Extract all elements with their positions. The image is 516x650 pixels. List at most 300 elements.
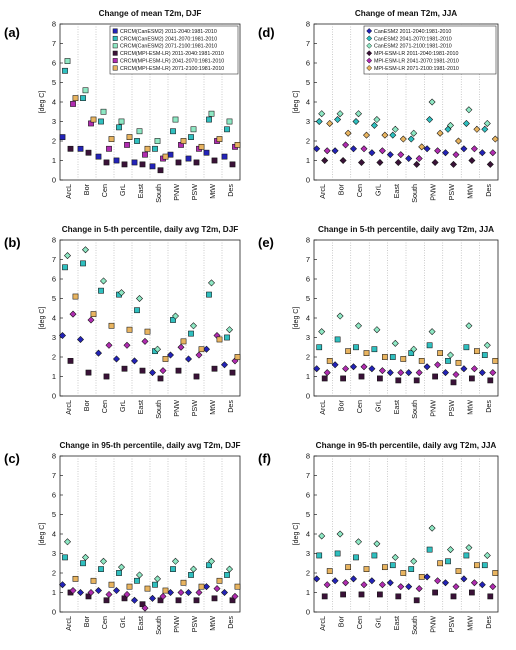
data-point-square [65, 58, 70, 63]
y-tick-label: 8 [51, 451, 56, 461]
x-category-label: Cen [355, 400, 364, 414]
x-category-label: East [136, 400, 145, 415]
legend-entry: CRCM(MPI-ESM-LR) 2011-2040:1981-2010 [120, 51, 224, 58]
data-point-square [401, 356, 406, 361]
data-point-square [181, 580, 186, 585]
data-point-square [80, 561, 85, 566]
x-category-label: East [136, 184, 145, 199]
panel-title: Change in 5-th percentile, daily avg T2m, JJA [317, 225, 495, 234]
data-point-square [322, 594, 327, 599]
y-axis-label: [deg C] [39, 90, 46, 114]
data-point-square [409, 567, 414, 572]
y-tick-label: 8 [51, 235, 56, 245]
data-point-square [317, 553, 322, 558]
y-tick-label: 0 [51, 391, 56, 401]
y-tick-label: 3 [51, 117, 56, 127]
y-tick-label: 5 [305, 78, 310, 88]
data-point-square [109, 582, 114, 587]
panel-title: Change in 95-th percentile, daily avg T2m, JJA [315, 441, 497, 450]
y-tick-label: 5 [51, 510, 56, 520]
data-point-square [217, 337, 222, 342]
y-tick-label: 7 [305, 471, 310, 481]
x-category-label: Bor [82, 184, 91, 196]
y-axis-label: [deg C] [39, 522, 46, 546]
data-point-square [235, 584, 240, 589]
y-tick-label: 6 [51, 490, 56, 500]
x-category-label: Cen [355, 616, 364, 630]
y-tick-label: 1 [305, 372, 310, 382]
x-category-label: South [154, 400, 163, 419]
data-point-square [464, 553, 469, 558]
y-tick-label: 0 [51, 175, 56, 185]
data-point-square [206, 292, 211, 297]
data-point-square [122, 162, 127, 167]
legend-entry: CRCM(CanESM2) 2011-2040:1981-2010 [120, 28, 217, 35]
data-point-square [451, 380, 456, 385]
data-point-square [150, 164, 155, 169]
data-point-square [382, 565, 387, 570]
data-point-square [60, 135, 65, 140]
x-category-label: South [410, 616, 420, 635]
data-point-square [68, 146, 73, 151]
y-tick-label: 1 [51, 372, 56, 382]
data-point-square [235, 142, 240, 147]
data-point-square [152, 582, 157, 587]
x-category-label: PSW [447, 616, 456, 633]
data-point-square [181, 138, 186, 143]
data-point-square [451, 594, 456, 599]
panel-letter: (f) [258, 451, 271, 466]
x-category-label: PNW [172, 400, 181, 417]
data-point-square [86, 150, 91, 155]
data-point-square [124, 142, 129, 147]
data-point-square [364, 351, 369, 356]
data-point-square [438, 561, 443, 566]
y-tick-label: 2 [305, 568, 310, 578]
x-category-label: MtW [465, 184, 475, 199]
data-point-square [191, 127, 196, 132]
data-point-square [217, 136, 222, 141]
data-point-square [327, 358, 332, 363]
data-point-square [163, 588, 168, 593]
x-category-label: Des [226, 616, 235, 629]
y-tick-label: 4 [305, 313, 310, 323]
x-category-label: East [136, 616, 145, 631]
y-tick-label: 4 [305, 97, 310, 107]
data-point-square [445, 559, 450, 564]
data-point-square [224, 572, 229, 577]
x-category-label: Cen [100, 616, 109, 630]
data-point-square [127, 327, 132, 332]
y-tick-label: 5 [51, 78, 56, 88]
data-point-square [493, 358, 498, 363]
data-point-square [145, 329, 150, 334]
chart-panel-2 [4, 225, 240, 419]
x-category-label: GrL [373, 616, 383, 628]
data-point-square [427, 547, 432, 552]
x-category-label: ArcL [64, 400, 73, 415]
data-point-square [134, 308, 139, 313]
data-point-square [116, 570, 121, 575]
data-point-square [419, 358, 424, 363]
x-category-label: ArcL [318, 616, 328, 631]
legend-entry: CanESM2 2011-2040:1981-2010 [374, 28, 452, 35]
legend-entry: CanESM2 2041-2070:1981-2010 [374, 36, 452, 43]
y-tick-label: 5 [305, 510, 310, 520]
legend-marker-square [113, 29, 117, 33]
data-point-square [134, 138, 139, 143]
x-category-label: ArcL [318, 184, 328, 199]
data-point-square [377, 376, 382, 381]
data-point-square [134, 578, 139, 583]
data-point-square [137, 129, 142, 134]
legend-entry: CanESM2 2071-2100:1981-2010 [374, 43, 452, 50]
x-category-label: Des [483, 184, 493, 197]
x-category-label: GrL [373, 184, 383, 196]
legend-entry: CRCM(MPI-ESM-LR) 2071-2100:1981-2010 [120, 65, 225, 72]
data-point-square [104, 374, 109, 379]
x-category-label: South [410, 184, 420, 203]
data-point-square [62, 555, 67, 560]
x-category-label: East [391, 184, 401, 199]
data-point-square [194, 374, 199, 379]
data-point-square [222, 154, 227, 159]
data-point-square [414, 598, 419, 603]
data-point-square [317, 345, 322, 350]
x-category-label: GrL [118, 184, 127, 196]
y-axis-label: [deg C] [293, 522, 300, 546]
data-point-square [327, 568, 332, 573]
data-point-square [359, 374, 364, 379]
y-tick-label: 2 [305, 352, 310, 362]
data-point-square [109, 323, 114, 328]
y-tick-label: 0 [51, 607, 56, 617]
y-axis-label: [deg C] [293, 306, 300, 330]
panel-letter: (e) [258, 235, 274, 250]
data-point-square [132, 160, 137, 165]
data-point-square [341, 592, 346, 597]
data-point-square [91, 312, 96, 317]
y-tick-label: 7 [305, 39, 310, 49]
x-category-label: ArcL [64, 616, 73, 631]
panel-title: Change in 95-th percentile, daily avg T2m, DJF [59, 441, 241, 450]
data-point-square [230, 162, 235, 167]
data-point-square [204, 150, 209, 155]
data-point-square [199, 144, 204, 149]
y-tick-label: 2 [305, 136, 310, 146]
data-point-square [140, 368, 145, 373]
data-point-square [80, 261, 85, 266]
data-point-square [68, 358, 73, 363]
y-tick-label: 3 [305, 117, 310, 127]
data-point-square [168, 152, 173, 157]
data-point-square [390, 563, 395, 568]
data-point-square [401, 570, 406, 575]
y-tick-label: 5 [305, 294, 310, 304]
y-tick-label: 4 [51, 97, 56, 107]
data-point-square [98, 567, 103, 572]
data-point-square [456, 568, 461, 573]
x-category-label: Bor [336, 616, 346, 628]
data-point-square [194, 598, 199, 603]
data-point-square [62, 265, 67, 270]
data-point-square [456, 360, 461, 365]
data-point-square [122, 366, 127, 371]
y-tick-label: 1 [305, 588, 310, 598]
data-point-square [335, 551, 340, 556]
x-category-label: PSW [447, 184, 456, 201]
data-point-square [91, 578, 96, 583]
data-point-square [70, 101, 75, 106]
x-category-label: MtW [465, 616, 475, 631]
data-point-square [427, 343, 432, 348]
y-tick-label: 2 [51, 136, 56, 146]
data-point-square [140, 162, 145, 167]
x-category-label: Bor [336, 184, 346, 196]
data-point-square [98, 119, 103, 124]
data-point-square [186, 156, 191, 161]
x-category-label: Bor [336, 400, 346, 412]
data-point-square [372, 553, 377, 558]
data-point-square [194, 160, 199, 165]
chart-panel-5 [258, 441, 498, 635]
data-point-square [188, 331, 193, 336]
y-tick-label: 3 [305, 333, 310, 343]
data-point-square [217, 578, 222, 583]
x-category-label: Bor [82, 616, 91, 628]
data-point-square [488, 378, 493, 383]
x-category-label: Des [483, 616, 493, 629]
x-category-label: PNW [172, 616, 181, 633]
data-point-square [488, 594, 493, 599]
x-category-label: South [410, 400, 420, 419]
x-category-label: PNW [428, 400, 438, 417]
chart-panel-3 [258, 225, 498, 419]
y-tick-label: 6 [305, 58, 310, 68]
legend-entry: CRCM(MPI-ESM-LR) 2041-2070:1981-2010 [120, 58, 225, 65]
data-point-square [104, 160, 109, 165]
x-category-label: PSW [190, 400, 199, 417]
data-point-square [230, 370, 235, 375]
y-tick-label: 7 [51, 255, 56, 265]
y-axis-label: [deg C] [39, 306, 46, 330]
x-category-label: East [391, 400, 401, 415]
data-point-square [235, 354, 240, 359]
x-category-label: Cen [355, 184, 364, 198]
panel-letter: (a) [4, 25, 20, 40]
data-point-square [433, 590, 438, 595]
data-point-square [414, 378, 419, 383]
y-tick-label: 1 [305, 156, 310, 166]
data-point-square [73, 294, 78, 299]
y-tick-label: 3 [305, 549, 310, 559]
data-point-square [127, 584, 132, 589]
data-point-square [224, 127, 229, 132]
y-tick-label: 6 [51, 58, 56, 68]
data-point-square [469, 590, 474, 595]
legend-entry: CRCM(CanESM2) 2071-2100:1981-2010 [120, 43, 218, 50]
data-point-square [142, 152, 147, 157]
y-tick-label: 8 [305, 235, 310, 245]
y-tick-label: 7 [305, 255, 310, 265]
data-point-square [109, 136, 114, 141]
data-point-square [83, 88, 88, 93]
x-category-label: GrL [373, 400, 383, 412]
data-point-square [199, 584, 204, 589]
x-category-label: Cen [100, 400, 109, 414]
x-category-label: East [391, 616, 401, 631]
x-category-label: PSW [190, 184, 199, 201]
legend-entry: MPI-ESM-LR 2071-2100:1981-2010 [374, 65, 459, 72]
y-tick-label: 6 [305, 274, 310, 284]
data-point-square [206, 117, 211, 122]
x-category-label: MtW [465, 400, 475, 415]
y-tick-label: 8 [305, 19, 310, 29]
data-point-square [364, 567, 369, 572]
data-point-square [145, 146, 150, 151]
data-point-square [181, 339, 186, 344]
data-point-square [227, 119, 232, 124]
data-point-square [91, 117, 96, 122]
data-point-square [209, 111, 214, 116]
panel-title: Change of mean T2m, DJF [98, 9, 202, 18]
data-point-square [176, 598, 181, 603]
data-point-square [73, 576, 78, 581]
data-point-square [116, 125, 121, 130]
data-point-square [474, 349, 479, 354]
data-point-square [96, 154, 101, 159]
y-tick-label: 4 [305, 529, 310, 539]
y-tick-label: 0 [305, 391, 310, 401]
data-point-square [188, 135, 193, 140]
x-category-label: GrL [118, 400, 127, 412]
x-category-label: Des [226, 400, 235, 413]
x-category-label: MtW [208, 400, 217, 415]
legend-entry: CRCM(CanESM2) 2041-2070:1981-2010 [120, 36, 218, 43]
data-point-square [163, 154, 168, 159]
panel-letter: (b) [4, 235, 21, 250]
data-point-square [438, 351, 443, 356]
data-point-square [359, 592, 364, 597]
data-point-square [127, 135, 132, 140]
x-category-label: MtW [208, 616, 217, 631]
data-point-square [62, 68, 67, 73]
x-category-label: Cen [100, 184, 109, 198]
y-tick-label: 2 [51, 568, 56, 578]
data-point-square [212, 366, 217, 371]
y-tick-label: 3 [51, 333, 56, 343]
x-category-label: Des [483, 400, 493, 413]
data-point-square [390, 354, 395, 359]
data-point-square [163, 356, 168, 361]
x-category-label: South [154, 184, 163, 203]
data-point-square [474, 563, 479, 568]
x-category-label: Bor [82, 400, 91, 412]
data-point-square [482, 563, 487, 568]
x-category-label: PNW [428, 184, 438, 201]
panel-title: Change of mean T2m, JJA [354, 9, 458, 18]
panel-title: Change in 5-th percentile, daily avg T2m, DJF [61, 225, 239, 234]
data-point-square [101, 109, 106, 114]
data-point-square [80, 96, 85, 101]
x-category-label: PNW [172, 184, 181, 201]
data-point-square [119, 119, 124, 124]
y-tick-label: 5 [51, 294, 56, 304]
data-point-square [346, 349, 351, 354]
data-point-square [145, 586, 150, 591]
y-tick-label: 8 [305, 451, 310, 461]
legend-entry: MPI-ESM-LR 2011-2040:1981-2010 [374, 51, 459, 58]
data-point-square [396, 378, 401, 383]
data-point-square [173, 117, 178, 122]
y-tick-label: 0 [305, 607, 310, 617]
y-tick-label: 2 [51, 352, 56, 362]
x-category-label: MtW [208, 184, 217, 199]
data-point-square [78, 146, 83, 151]
x-category-label: GrL [118, 616, 127, 628]
data-point-square [199, 347, 204, 352]
data-point-square [419, 574, 424, 579]
chart-panel-1 [258, 9, 498, 203]
data-point-square [493, 570, 498, 575]
chart-panel-0 [4, 9, 240, 203]
data-point-square [152, 146, 157, 151]
x-category-label: Des [226, 184, 235, 197]
panel-letter: (d) [258, 25, 275, 40]
data-point-square [158, 168, 163, 173]
data-point-square [346, 565, 351, 570]
chart-panel-4 [4, 441, 241, 635]
legend-marker-square [113, 66, 117, 70]
x-category-label: ArcL [318, 400, 328, 415]
data-point-square [176, 160, 181, 165]
data-point-square [433, 374, 438, 379]
data-point-square [396, 594, 401, 599]
data-point-square [224, 335, 229, 340]
y-tick-label: 7 [51, 39, 56, 49]
y-tick-label: 6 [305, 490, 310, 500]
data-point-square [170, 129, 175, 134]
y-tick-label: 6 [51, 274, 56, 284]
y-tick-label: 4 [51, 313, 56, 323]
y-tick-label: 8 [51, 19, 56, 29]
data-point-square [341, 376, 346, 381]
data-point-square [353, 345, 358, 350]
data-point-square [482, 352, 487, 357]
data-point-square [106, 146, 111, 151]
data-point-square [382, 354, 387, 359]
y-tick-label: 1 [51, 588, 56, 598]
y-tick-label: 0 [305, 175, 310, 185]
y-tick-label: 4 [51, 529, 56, 539]
legend-marker-square [113, 36, 117, 40]
y-tick-label: 3 [51, 549, 56, 559]
y-axis-label: [deg C] [293, 90, 300, 114]
data-point-square [114, 158, 119, 163]
x-category-label: South [154, 616, 163, 635]
data-point-square [158, 376, 163, 381]
x-category-label: ArcL [64, 184, 73, 199]
data-point-square [469, 376, 474, 381]
x-category-label: PSW [190, 616, 199, 633]
data-point-square [372, 347, 377, 352]
data-point-square [104, 598, 109, 603]
data-point-square [322, 376, 327, 381]
data-point-square [98, 288, 103, 293]
legend-marker-square [113, 51, 117, 55]
legend-entry: MPI-ESM-LR 2041-2070:1981-2010 [374, 58, 459, 65]
data-point-square [212, 158, 217, 163]
